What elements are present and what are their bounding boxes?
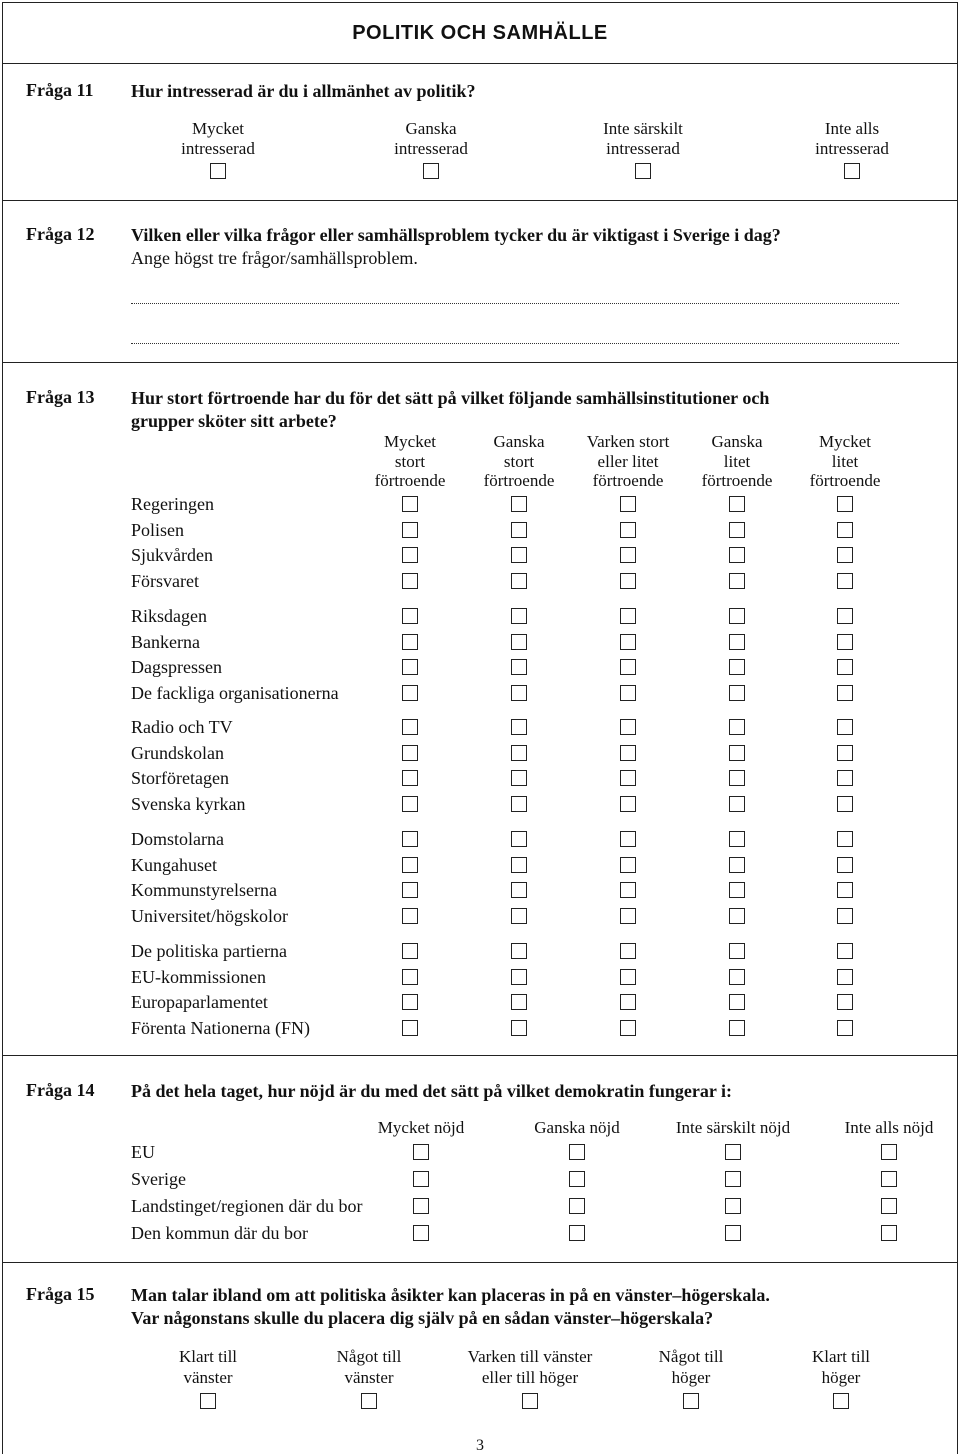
- checkbox[interactable]: [620, 831, 636, 847]
- divider: [2, 63, 958, 64]
- checkbox[interactable]: [511, 496, 527, 512]
- checkbox[interactable]: [837, 882, 853, 898]
- row-label: Dagspressen: [131, 657, 222, 678]
- column-header: Klart till: [178, 1347, 238, 1366]
- column-header: höger: [821, 1368, 861, 1387]
- checkbox[interactable]: [837, 908, 853, 924]
- checkbox[interactable]: [881, 1225, 897, 1241]
- checkbox[interactable]: [620, 496, 636, 512]
- column-header: Inte alls nöjd: [844, 1118, 934, 1137]
- checkbox[interactable]: [837, 719, 853, 735]
- column-header: vänster: [344, 1368, 394, 1387]
- checkbox[interactable]: [402, 634, 418, 650]
- column-header: Ganska: [711, 432, 763, 451]
- checkbox[interactable]: [837, 547, 853, 563]
- checkbox[interactable]: [620, 659, 636, 675]
- divider: [2, 1055, 958, 1056]
- checkbox[interactable]: [402, 770, 418, 786]
- checkbox[interactable]: [620, 719, 636, 735]
- checkbox[interactable]: [620, 634, 636, 650]
- checkbox[interactable]: [837, 573, 853, 589]
- column-header: litet: [723, 451, 751, 471]
- row-label: Domstolarna: [131, 829, 224, 849]
- checkbox[interactable]: [511, 547, 527, 563]
- column-header: Inte särskilt nöjd: [675, 1118, 791, 1137]
- column-header: Ganska: [493, 432, 545, 451]
- column-header: förtroende: [809, 471, 881, 490]
- checkbox[interactable]: [620, 685, 636, 701]
- column-header: intresserad: [815, 139, 889, 158]
- question-number: Fråga 11: [26, 80, 94, 100]
- row-label: De politiska partierna: [131, 941, 287, 961]
- checkbox[interactable]: [729, 908, 745, 924]
- checkbox[interactable]: [511, 908, 527, 924]
- checkbox[interactable]: [511, 770, 527, 786]
- checkbox[interactable]: [725, 1225, 741, 1241]
- checkbox[interactable]: [729, 994, 745, 1010]
- checkbox[interactable]: [402, 1020, 418, 1036]
- checkbox[interactable]: [729, 882, 745, 898]
- row-label: Grundskolan: [131, 742, 224, 763]
- checkbox[interactable]: [729, 745, 745, 761]
- column-header: Klart till: [811, 1347, 871, 1366]
- column-header: Varken stort: [586, 432, 670, 451]
- row-label: Sjukvården: [131, 545, 213, 566]
- checkbox[interactable]: [881, 1171, 897, 1187]
- checkbox[interactable]: [729, 496, 745, 512]
- checkbox[interactable]: [729, 522, 745, 538]
- checkbox[interactable]: [729, 719, 745, 735]
- checkbox[interactable]: [402, 908, 418, 924]
- checkbox[interactable]: [844, 163, 860, 179]
- column-header: Något till: [336, 1347, 402, 1366]
- checkbox[interactable]: [402, 796, 418, 812]
- checkbox[interactable]: [837, 685, 853, 701]
- checkbox[interactable]: [620, 745, 636, 761]
- column-header: eller litet: [597, 451, 659, 471]
- row-label: Landstinget/regionen där du bor: [131, 1196, 363, 1216]
- answer-line[interactable]: [131, 303, 899, 304]
- checkbox[interactable]: [413, 1198, 429, 1214]
- checkbox[interactable]: [413, 1171, 429, 1187]
- checkbox[interactable]: [569, 1198, 585, 1214]
- divider: [2, 1262, 958, 1263]
- column-header: vänster: [183, 1368, 233, 1387]
- column-header: stort: [503, 451, 535, 471]
- row-label: Europaparlamentet: [131, 992, 268, 1013]
- question-text: Hur stort förtroende har du för det sätt på vilket följande samhällsinstitutioner och grupper sköter sitt arbete?: [131, 388, 770, 431]
- checkbox[interactable]: [402, 882, 418, 898]
- row-label: Universitet/högskolor: [131, 906, 288, 927]
- checkbox[interactable]: [511, 573, 527, 589]
- row-label: Polisen: [131, 519, 185, 540]
- checkbox[interactable]: [620, 522, 636, 538]
- checkbox[interactable]: [620, 608, 636, 624]
- checkbox[interactable]: [837, 943, 853, 959]
- checkbox[interactable]: [402, 608, 418, 624]
- checkbox[interactable]: [729, 573, 745, 589]
- checkbox[interactable]: [511, 943, 527, 959]
- checkbox[interactable]: [402, 547, 418, 563]
- question-number: Fråga 15: [26, 1284, 95, 1304]
- checkbox[interactable]: [511, 522, 527, 538]
- checkbox[interactable]: [620, 770, 636, 786]
- checkbox[interactable]: [402, 831, 418, 847]
- column-header: förtroende: [701, 471, 773, 490]
- checkbox[interactable]: [729, 685, 745, 701]
- row-label: Regeringen: [131, 494, 214, 514]
- checkbox[interactable]: [511, 969, 527, 985]
- checkbox[interactable]: [620, 943, 636, 959]
- checkbox[interactable]: [837, 994, 853, 1010]
- row-label: Svenska kyrkan: [131, 794, 246, 815]
- checkbox[interactable]: [402, 685, 418, 701]
- question-text: Vilken eller vilka frågor eller samhällsproblem tycker du är viktigast i Sverige i dag? Ange högst tre frågor/samhällsproblem.: [131, 225, 781, 268]
- checkbox[interactable]: [729, 831, 745, 847]
- checkbox[interactable]: [725, 1144, 741, 1160]
- checkbox[interactable]: [402, 994, 418, 1010]
- row-label: Försvaret: [131, 571, 199, 592]
- checkbox[interactable]: [511, 659, 527, 675]
- checkbox[interactable]: [837, 522, 853, 538]
- checkbox[interactable]: [837, 496, 853, 512]
- checkbox[interactable]: [200, 1393, 216, 1409]
- column-header: Mycket nöjd: [377, 1118, 465, 1137]
- row-label: Den kommun där du bor: [131, 1223, 308, 1243]
- column-header: intresserad: [181, 139, 255, 158]
- checkbox[interactable]: [620, 1020, 636, 1036]
- checkbox[interactable]: [729, 547, 745, 563]
- checkbox[interactable]: [402, 969, 418, 985]
- row-label: Bankerna: [131, 631, 200, 652]
- checkbox[interactable]: [511, 719, 527, 735]
- checkbox[interactable]: [402, 522, 418, 538]
- question-text: Man talar ibland om att politiska åsikter kan placeras in på en vänster–högerskala. Var någonstans skulle du placera dig själv på en sådan vänster–högerskala?: [131, 1285, 770, 1328]
- checkbox[interactable]: [511, 831, 527, 847]
- column-header: Ganska: [405, 119, 457, 138]
- checkbox[interactable]: [522, 1393, 538, 1409]
- checkbox[interactable]: [511, 857, 527, 873]
- column-header: intresserad: [606, 139, 680, 158]
- column-header: förtroende: [592, 471, 664, 490]
- column-header: Mycket: [384, 432, 436, 451]
- row-label: Förenta Nationerna (FN): [131, 1018, 310, 1039]
- column-header: Mycket: [819, 432, 871, 451]
- checkbox[interactable]: [511, 882, 527, 898]
- column-header: litet: [831, 451, 859, 471]
- checkbox[interactable]: [402, 857, 418, 873]
- checkbox[interactable]: [620, 908, 636, 924]
- section-title: POLITIK OCH SAMHÄLLE: [352, 22, 608, 44]
- divider: [2, 200, 958, 201]
- column-header: Inte särskilt: [603, 119, 683, 138]
- checkbox[interactable]: [620, 857, 636, 873]
- checkbox[interactable]: [511, 745, 527, 761]
- row-label: Sverige: [131, 1169, 186, 1189]
- checkbox[interactable]: [620, 969, 636, 985]
- checkbox[interactable]: [210, 163, 226, 179]
- row-label: Storföretagen: [131, 768, 229, 789]
- checkbox[interactable]: [569, 1171, 585, 1187]
- checkbox[interactable]: [635, 163, 651, 179]
- checkbox[interactable]: [423, 163, 439, 179]
- column-header: höger: [671, 1368, 711, 1387]
- checkbox[interactable]: [837, 770, 853, 786]
- checkbox[interactable]: [683, 1393, 699, 1409]
- checkbox[interactable]: [413, 1144, 429, 1160]
- checkbox[interactable]: [881, 1198, 897, 1214]
- checkbox[interactable]: [881, 1144, 897, 1160]
- checkbox[interactable]: [729, 1020, 745, 1036]
- column-header: eller till höger: [481, 1368, 579, 1387]
- checkbox[interactable]: [511, 994, 527, 1010]
- checkbox[interactable]: [511, 634, 527, 650]
- checkbox[interactable]: [413, 1225, 429, 1241]
- column-header: förtroende: [483, 471, 555, 490]
- column-header: Något till: [658, 1347, 724, 1366]
- checkbox[interactable]: [837, 1020, 853, 1036]
- column-header: Ganska nöjd: [534, 1118, 620, 1137]
- divider: [2, 362, 958, 363]
- row-label: EU-kommissionen: [131, 966, 266, 987]
- checkbox[interactable]: [402, 745, 418, 761]
- checkbox[interactable]: [729, 770, 745, 786]
- column-header: Varken till vänster: [467, 1347, 593, 1366]
- checkbox[interactable]: [833, 1393, 849, 1409]
- row-label: Kommunstyrelserna: [131, 880, 277, 901]
- checkbox[interactable]: [620, 994, 636, 1010]
- checkbox[interactable]: [725, 1171, 741, 1187]
- checkbox[interactable]: [725, 1198, 741, 1214]
- checkbox[interactable]: [729, 634, 745, 650]
- checkbox[interactable]: [620, 796, 636, 812]
- checkbox[interactable]: [402, 496, 418, 512]
- row-label: EU: [131, 1142, 155, 1162]
- checkbox[interactable]: [511, 1020, 527, 1036]
- checkbox[interactable]: [729, 796, 745, 812]
- checkbox[interactable]: [402, 659, 418, 675]
- question-number: Fråga 12: [26, 224, 95, 244]
- row-label: Kungahuset: [131, 854, 217, 875]
- question-text: På det hela taget, hur nöjd är du med det sätt på vilket demokratin fungerar i:: [131, 1081, 732, 1101]
- row-label: De fackliga organisationerna: [131, 683, 339, 704]
- checkbox[interactable]: [620, 882, 636, 898]
- checkbox[interactable]: [620, 573, 636, 589]
- checkbox[interactable]: [837, 796, 853, 812]
- checkbox[interactable]: [402, 943, 418, 959]
- column-header: Inte alls: [824, 119, 880, 138]
- row-label: Radio och TV: [131, 717, 233, 737]
- answer-line[interactable]: [131, 343, 899, 344]
- checkbox[interactable]: [837, 857, 853, 873]
- checkbox[interactable]: [837, 831, 853, 847]
- column-header: stort: [394, 451, 426, 471]
- checkbox[interactable]: [837, 745, 853, 761]
- checkbox[interactable]: [361, 1393, 377, 1409]
- checkbox[interactable]: [402, 573, 418, 589]
- checkbox[interactable]: [729, 857, 745, 873]
- checkbox[interactable]: [837, 969, 853, 985]
- column-header: intresserad: [394, 139, 468, 158]
- checkbox[interactable]: [729, 608, 745, 624]
- checkbox[interactable]: [569, 1225, 585, 1241]
- checkbox[interactable]: [837, 634, 853, 650]
- row-label: Riksdagen: [131, 606, 207, 626]
- checkbox[interactable]: [837, 659, 853, 675]
- column-header: Mycket: [192, 119, 244, 138]
- question-number: Fråga 14: [26, 1080, 95, 1100]
- checkbox[interactable]: [729, 659, 745, 675]
- checkbox[interactable]: [402, 719, 418, 735]
- checkbox[interactable]: [569, 1144, 585, 1160]
- page-number: 3: [476, 1437, 484, 1454]
- checkbox[interactable]: [511, 685, 527, 701]
- checkbox[interactable]: [729, 943, 745, 959]
- checkbox[interactable]: [511, 796, 527, 812]
- checkbox[interactable]: [620, 547, 636, 563]
- checkbox[interactable]: [511, 608, 527, 624]
- question-text: Hur intresserad är du i allmänhet av politik?: [131, 81, 476, 101]
- checkbox[interactable]: [729, 969, 745, 985]
- question-number: Fråga 13: [26, 387, 95, 407]
- checkbox[interactable]: [837, 608, 853, 624]
- column-header: förtroende: [374, 471, 446, 490]
